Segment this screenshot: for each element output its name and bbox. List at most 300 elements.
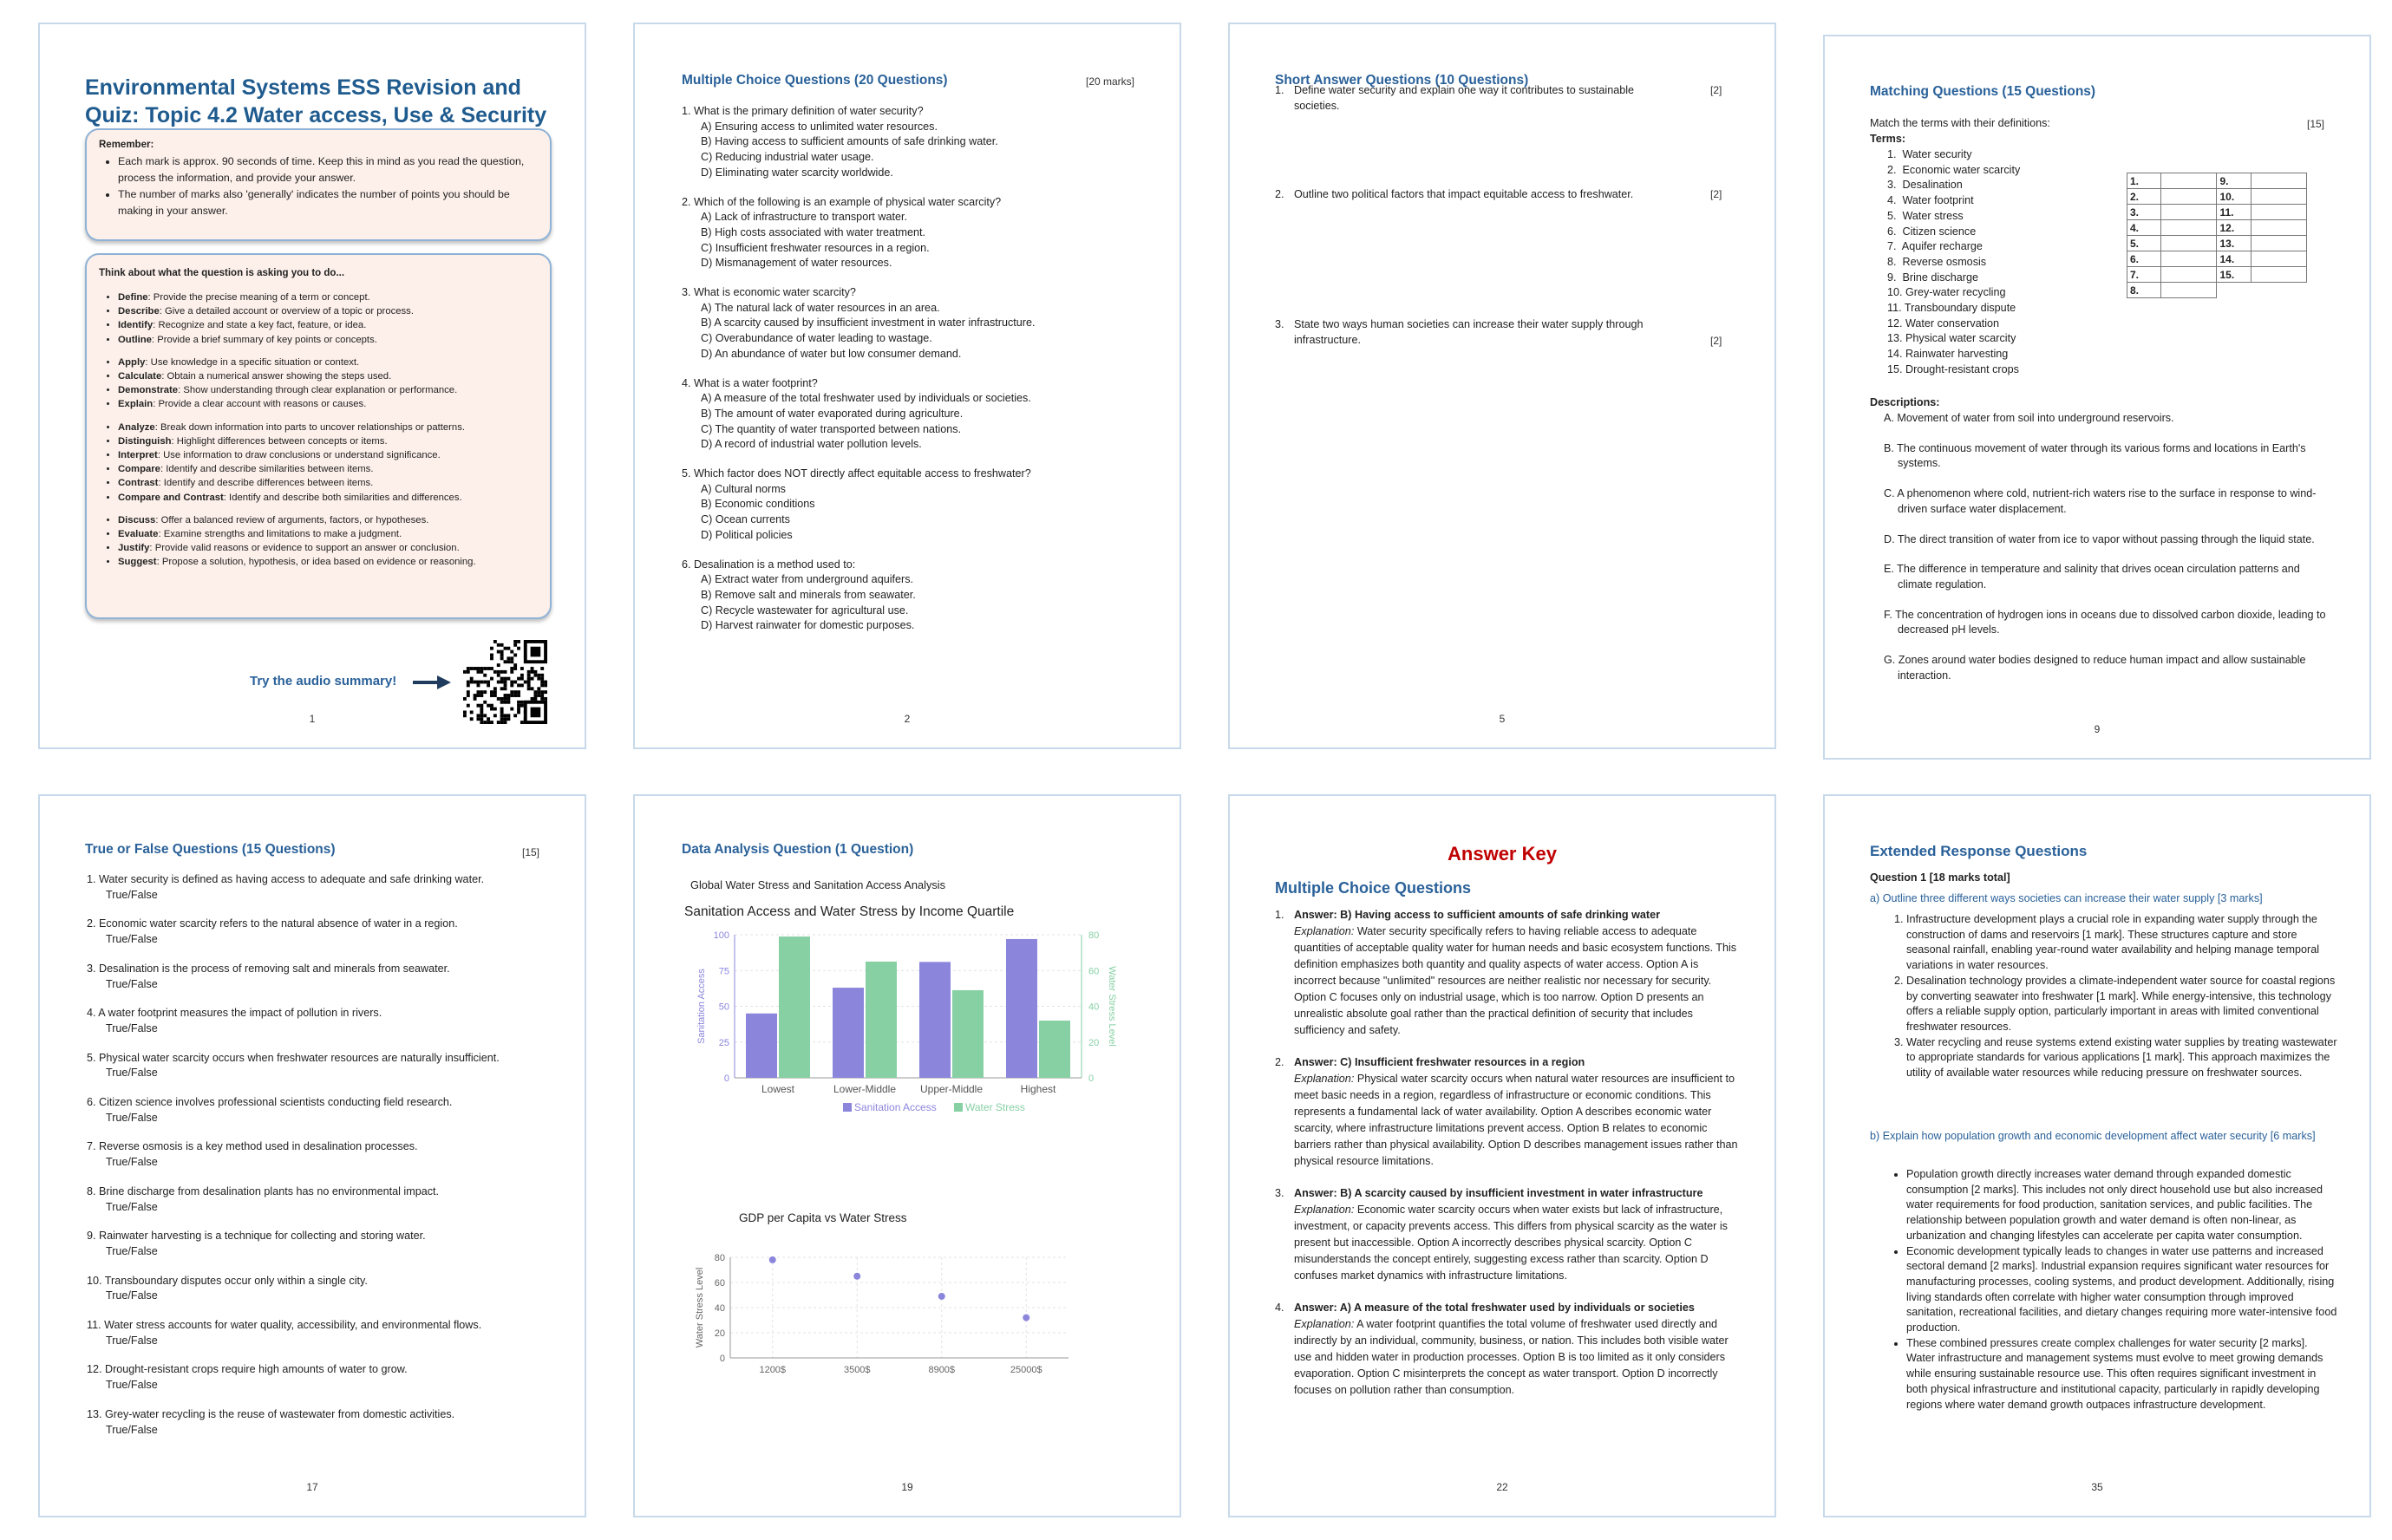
answer-option[interactable]: C) Overabundance of water leading to wastage. xyxy=(701,332,932,345)
command-term-description: : Recognize and state a key fact, feature, or idea. xyxy=(153,320,367,331)
answer-point: • These combined pressures create complex challenges for water security [2 marks]. Water infrastructure and management systems must evolve to meet growing demands while ensuring sustainable resource use. This often requires significant investment in both physical infrastructure and institutional capacity, particularly in rapidly developing regions where water demand growth outpaces infrastructure development. xyxy=(1906,1336,2338,1413)
remember-list xyxy=(99,153,538,219)
true-false-question xyxy=(87,917,572,947)
command-term-description: : Obtain a numerical answer showing the steps used. xyxy=(161,371,392,382)
answer-option[interactable]: C) Ocean currents xyxy=(701,513,790,526)
part-b-heading: b) Explain how population growth and economic development affect water security [6 marks] xyxy=(1870,1130,2316,1142)
true-false-option[interactable]: True/False xyxy=(106,1067,158,1080)
command-term-group xyxy=(99,290,538,347)
command-term: Contrast xyxy=(118,478,159,489)
chart-title: GDP per Capita vs Water Stress xyxy=(739,1211,907,1224)
command-term-description: : Highlight differences between concepts or items. xyxy=(171,435,388,447)
true-false-question xyxy=(87,962,572,992)
y-axis-label: Water Stress Level xyxy=(695,1267,705,1348)
matching-answer-grid[interactable] xyxy=(2127,173,2307,298)
description-item: G. Zones around water bodies designed to reduce human impact and allow sustainable interaction. xyxy=(1884,654,2306,682)
grid-answer-cell[interactable] xyxy=(2251,251,2306,267)
command-term-description: : Identify and describe similarities between items. xyxy=(160,464,374,475)
answer-option[interactable]: D) A record of industrial water pollution levels. xyxy=(701,438,922,451)
explanation-label: Explanation: xyxy=(1294,1073,1355,1085)
answer-option[interactable]: D) Mismanagement of water resources. xyxy=(701,257,892,270)
marks-label: [15] xyxy=(522,846,540,858)
description-item: B. The continuous movement of water through its various forms and locations in Earth's systems. xyxy=(1884,441,2306,470)
true-false-list xyxy=(87,872,572,1452)
true-false-option[interactable]: True/False xyxy=(106,977,158,990)
question-text: State two ways human societies can increase their water supply through infrastructure. xyxy=(1294,318,1644,346)
descriptions-list xyxy=(1875,411,2326,698)
command-term-item xyxy=(118,290,538,304)
command-term: Interpret xyxy=(118,450,158,461)
true-false-question xyxy=(87,1006,572,1036)
grid-label: 13. xyxy=(2217,236,2251,251)
grid-answer-cell[interactable] xyxy=(2161,267,2217,283)
grid-answer-cell[interactable] xyxy=(2161,173,2217,189)
command-term-description: : Give a detailed account or overview of a topic or process. xyxy=(159,306,414,317)
audio-summary-link[interactable]: Try the audio summary! xyxy=(250,674,397,688)
question-text: 5. Physical water scarcity occurs when freshwater resources are naturally insufficient. xyxy=(87,1051,500,1064)
page-number: 19 xyxy=(901,1481,913,1493)
command-term-description: : Provide valid reasons or evidence to support an answer or conclusion. xyxy=(149,543,460,554)
answer-key-subtitle: Multiple Choice Questions xyxy=(1275,879,1472,897)
y-tick-label: 80 xyxy=(714,1253,725,1263)
bar-water-stress xyxy=(952,990,984,1078)
question-text: Outline two political factors that impact equitable access to freshwater. xyxy=(1294,188,1634,200)
scatter-point xyxy=(769,1256,776,1263)
answer-option[interactable]: A) Lack of infrastructure to transport water. xyxy=(701,211,907,224)
command-term-description: : Examine strengths and limitations to make a judgment. xyxy=(158,529,402,540)
answer-option[interactable]: D) An abundance of water but low consumer demand. xyxy=(701,347,962,360)
y-axis-label: Sanitation Access xyxy=(696,969,707,1044)
scatter-point xyxy=(853,1273,860,1280)
grid-label: 3. xyxy=(2127,205,2161,220)
answer-number: 1. xyxy=(1275,909,1284,921)
command-term-item xyxy=(118,476,538,490)
page-19 xyxy=(633,794,1181,1517)
true-false-question xyxy=(87,1139,572,1170)
command-term: Demonstrate xyxy=(118,385,179,396)
true-false-option[interactable]: True/False xyxy=(106,1334,158,1347)
command-terms-box xyxy=(85,253,552,619)
mcq-list xyxy=(682,104,1150,648)
command-term-item xyxy=(118,318,538,332)
explanation-text: A water footprint quantifies the total volume of freshwater used directly and indirectly by an individual, community, business, or nation. This includes both visible water use and hidden water in production processes. Option B is too limited as it only considers evaporation. Option C misinterprets the concept as water transport. Option D incorrectly focuses on pollution rather than consumption. xyxy=(1294,1318,1729,1396)
x-tick-label: 1200$ xyxy=(759,1365,787,1375)
y-tick-label: 50 xyxy=(718,1002,729,1013)
explanation-label: Explanation: xyxy=(1294,925,1355,937)
answer-option[interactable]: C) Insufficient freshwater resources in a region. xyxy=(701,241,930,254)
grid-label: 2. xyxy=(2127,189,2161,205)
grid-answer-cell[interactable] xyxy=(2251,189,2306,205)
command-term: Describe xyxy=(118,306,160,317)
grid-label: 14. xyxy=(2217,251,2251,267)
answer-option[interactable]: D) Harvest rainwater for domestic purposes. xyxy=(701,619,915,632)
true-false-option[interactable]: True/False xyxy=(106,1021,158,1034)
section-heading: Multiple Choice Questions (20 Questions) xyxy=(682,73,948,88)
x-tick-label: Lowest xyxy=(761,1083,795,1095)
grid-answer-cell[interactable] xyxy=(2251,205,2306,220)
explanation-text: Economic water scarcity occurs when water exists but lack of infrastructure, investment, or capacity prevents access. This differs from physical scarcity as the water is present but inaccessible. Option A incorrectly describes physical scarcity. Option C misunderstands the concept entirely, suggesting excess rather than scarcity. Option D confuses market dynamics with infrastructure limitations. xyxy=(1294,1204,1728,1282)
command-term: Compare and Contrast xyxy=(118,492,224,503)
y-tick-label: 60 xyxy=(714,1278,725,1289)
grid-label xyxy=(2217,283,2251,298)
legend-swatch xyxy=(843,1103,852,1112)
bar-sanitation-access xyxy=(833,988,864,1078)
command-term-description: : Provide a clear account with reasons or causes. xyxy=(153,399,367,410)
mcq-question xyxy=(682,558,1150,635)
command-term: Apply xyxy=(118,356,146,368)
bar-sanitation-access xyxy=(919,962,951,1078)
description-item: C. A phenomenon where cold, nutrient-rich waters rise to the surface in response to wind-driven surface water displacement. xyxy=(1884,487,2317,515)
answer-point: • Population growth directly increases water demand through expanded domestic consumption [2 marks]. This includes not only direct household use but also increased water requirements for food production, sanitation services, and public facilities. The relationship between population growth and water demand is often non-linear, as urbanization and changing lifestyles can accelerate per capita water consumption. xyxy=(1906,1167,2338,1244)
y-tick-label: 0 xyxy=(723,1073,729,1084)
true-false-option[interactable]: True/False xyxy=(106,1423,158,1436)
mcq-question xyxy=(682,467,1150,544)
question-text: 13. Grey-water recycling is the reuse of wastewater from domestic activities. xyxy=(87,1407,455,1420)
correct-answer: Answer: B) Having access to sufficient amounts of safe drinking water xyxy=(1294,909,1660,921)
grid-answer-cell[interactable] xyxy=(2161,283,2217,298)
answer-option[interactable]: A) Extract water from underground aquifers. xyxy=(701,573,913,586)
grid-answer-cell[interactable] xyxy=(2251,267,2306,283)
bar-sanitation-access xyxy=(746,1014,777,1078)
y2-tick-label: 0 xyxy=(1088,1073,1095,1084)
command-term-item xyxy=(118,513,538,527)
mcq-question xyxy=(682,285,1150,362)
command-term-group xyxy=(99,513,538,570)
answer-option[interactable]: D) Political policies xyxy=(701,528,793,541)
page-22 xyxy=(1228,794,1776,1517)
x-tick-label: Upper-Middle xyxy=(919,1083,984,1095)
page-5 xyxy=(1228,23,1776,749)
command-term: Suggest xyxy=(118,557,157,568)
command-term-item xyxy=(118,491,538,505)
answer-option[interactable]: C) Recycle wastewater for agricultural use. xyxy=(701,604,909,617)
x-tick-label: 25000$ xyxy=(1010,1365,1042,1375)
y2-tick-label: 20 xyxy=(1088,1037,1100,1048)
answer-item xyxy=(1275,907,1743,1039)
command-term-group xyxy=(99,421,538,505)
question-text: 11. Water stress accounts for water quality, accessibility, and environmental flows. xyxy=(87,1319,482,1332)
page-number: 35 xyxy=(2091,1481,2103,1493)
command-term-item xyxy=(118,304,538,318)
part-a-heading: a) Outline three different ways societies can increase their water supply [3 marks] xyxy=(1870,892,2263,904)
page-35 xyxy=(1823,794,2371,1517)
command-term: Identify xyxy=(118,320,154,331)
question-number: 3. xyxy=(1275,318,1284,330)
grid-label: 9. xyxy=(2217,173,2251,189)
chart-title: Sanitation Access and Water Stress by Income Quartile xyxy=(684,904,1015,919)
page-number: 9 xyxy=(2094,723,2101,735)
description-item: E. The difference in temperature and salinity that drives ocean circulation patterns and climate regulation. xyxy=(1884,563,2300,591)
explanation-label: Explanation: xyxy=(1294,1204,1355,1216)
y-tick-label: 0 xyxy=(719,1354,725,1364)
grid-answer-cell[interactable] xyxy=(2161,189,2217,205)
legend-label: Water Stress xyxy=(965,1101,1025,1113)
scatter-point xyxy=(938,1293,945,1300)
page-number: 17 xyxy=(306,1481,318,1493)
marks-label: [15] xyxy=(2307,118,2325,130)
answer-item xyxy=(1275,1054,1743,1170)
bar-water-stress xyxy=(866,962,897,1078)
answer-item xyxy=(1275,1185,1743,1284)
answer-number: 2. xyxy=(1275,1056,1284,1068)
command-term-description: : Show understanding through clear explanation or performance. xyxy=(178,385,458,396)
answer-key-title: Answer Key xyxy=(1448,843,1557,865)
descriptions-heading: Descriptions: xyxy=(1870,396,1940,408)
command-term: Define xyxy=(118,292,148,303)
y2-tick-label: 80 xyxy=(1088,930,1100,941)
bar-water-stress xyxy=(1039,1021,1070,1078)
command-term: Explain xyxy=(118,399,154,410)
answer-option[interactable]: B) Having access to sufficient amounts of safe drinking water. xyxy=(701,135,998,148)
page-number: 2 xyxy=(904,713,911,725)
question-text: 8. Brine discharge from desalination plants has no environmental impact. xyxy=(87,1184,440,1197)
command-term: Analyze xyxy=(118,421,155,433)
command-term-description: : Offer a balanced review of arguments, factors, or hypotheses. xyxy=(155,514,429,525)
command-term-description: : Use information to draw conclusions or understand significance. xyxy=(157,450,441,461)
y2-tick-label: 60 xyxy=(1088,966,1100,977)
y-tick-label: 25 xyxy=(718,1037,729,1048)
bar-sanitation-access xyxy=(1006,939,1037,1078)
grid-label: 12. xyxy=(2217,220,2251,236)
true-false-question xyxy=(87,872,572,903)
explanation-label: Explanation: xyxy=(1294,1318,1355,1330)
question-text: 12. Drought-resistant crops require high amounts of water to grow. xyxy=(87,1363,408,1376)
answer-option[interactable]: B) High costs associated with water treatment. xyxy=(701,225,925,238)
question-text: 10. Transboundary disputes occur only within a single city. xyxy=(87,1274,368,1287)
mcq-question xyxy=(682,376,1150,454)
scatter-point xyxy=(1023,1315,1029,1321)
section-heading: Short Answer Questions (10 Questions) xyxy=(1275,73,1529,88)
section-heading: True or False Questions (15 Questions) xyxy=(85,842,336,857)
y2-axis-label: Water Stress Level xyxy=(1107,966,1117,1047)
command-term-item xyxy=(118,397,538,411)
command-term-item xyxy=(118,383,538,397)
y-tick-label: 20 xyxy=(714,1328,725,1339)
x-tick-label: 3500$ xyxy=(843,1365,871,1375)
page-9 xyxy=(1823,35,2371,760)
mcq-question xyxy=(682,104,1150,181)
part-a-answers xyxy=(1870,912,2338,1081)
true-false-option[interactable]: True/False xyxy=(106,1289,158,1302)
true-false-option[interactable]: True/False xyxy=(106,1200,158,1213)
explanation-text: Physical water scarcity occurs when natural water resources are insufficient to meet basic needs in a region, regardless of infrastructure or economic conditions. This represents a fundamental lack of water availability. Option A describes economic water scarcity, where infrastructure limitations prevent access. Option B relates to economic barriers rather than physical availability. Option D describes management issues rather than physical resource limitations. xyxy=(1294,1073,1738,1167)
page-number: 5 xyxy=(1499,713,1506,725)
command-term: Justify xyxy=(118,543,150,554)
command-term-description: : Provide a brief summary of key points or concepts. xyxy=(151,334,377,345)
grid-answer-cell[interactable] xyxy=(2251,220,2306,236)
page-17 xyxy=(38,794,586,1517)
true-false-option[interactable]: True/False xyxy=(106,1379,158,1392)
command-term-item xyxy=(118,333,538,347)
question-number: 1. xyxy=(1275,84,1284,96)
part-b-answers xyxy=(1870,1167,2338,1413)
true-false-option[interactable]: True/False xyxy=(106,933,158,946)
grid-label: 5. xyxy=(2127,236,2161,251)
legend-label: Sanitation Access xyxy=(854,1101,937,1113)
question-number: 2. xyxy=(1275,188,1284,200)
command-term-item xyxy=(118,448,538,462)
x-tick-label: Highest xyxy=(1020,1083,1056,1095)
answer-option[interactable]: B) Remove salt and minerals from seawater. xyxy=(701,588,916,601)
command-term-description: : Use knowledge in a specific situation or context. xyxy=(145,356,360,368)
y-tick-label: 40 xyxy=(714,1303,725,1314)
instruction: Match the terms with their definitions: xyxy=(1870,117,2050,129)
section-heading: Data Analysis Question (1 Question) xyxy=(682,842,914,857)
page-title: Environmental Systems ESS Revision and Quiz: Topic 4.2 Water access, Use & Security xyxy=(85,75,547,127)
question-title: Question 1 [18 marks total] xyxy=(1870,871,2010,884)
answer-option[interactable]: C) The quantity of water transported between nations. xyxy=(701,422,962,435)
marks-label: [2] xyxy=(1710,188,1722,200)
grid-label: 1. xyxy=(2127,173,2161,189)
command-term-item xyxy=(118,462,538,476)
command-term: Evaluate xyxy=(118,529,159,540)
answer-option[interactable]: A) A measure of the total freshwater used by individuals or societies. xyxy=(701,392,1031,405)
command-term-description: : Propose a solution, hypothesis, or idea based on evidence or reasoning. xyxy=(156,557,476,568)
command-term-item xyxy=(118,527,538,541)
grid-label: 4. xyxy=(2127,220,2161,236)
bar-chart xyxy=(670,900,1164,1126)
question-text: 4. A water footprint measures the impact of pollution in rivers. xyxy=(87,1007,382,1020)
answer-option[interactable]: D) Eliminating water scarcity worldwide. xyxy=(701,166,893,179)
true-false-question xyxy=(87,1407,572,1438)
answer-option[interactable]: A) The natural lack of water resources in an area. xyxy=(701,301,940,314)
answer-point: 3. Water recycling and reuse systems extend existing water supplies by treating wastewater to appropriate standards for various applications [1 mark]. This approach maximizes the utility of available water resources while reducing pressure on freshwater sources. xyxy=(1906,1035,2338,1081)
grid-label: 11. xyxy=(2217,205,2251,220)
command-term-description: : Identify and describe both similarities and differences. xyxy=(223,492,462,503)
question-text: 2. Which of the following is an example of physical water scarcity? xyxy=(682,195,1002,208)
grid-answer-cell[interactable] xyxy=(2161,236,2217,251)
answer-option[interactable]: A) Ensuring access to unlimited water resources. xyxy=(701,120,938,133)
true-false-option[interactable]: True/False xyxy=(106,1244,158,1257)
y-tick-label: 100 xyxy=(713,930,729,941)
legend-swatch xyxy=(954,1103,963,1112)
command-term-item xyxy=(118,434,538,448)
question-text: 1. What is the primary definition of water security? xyxy=(682,105,924,117)
marks-label: [20 marks] xyxy=(1086,75,1135,88)
grid-label: 10. xyxy=(2217,189,2251,205)
grid-label: 8. xyxy=(2127,283,2161,298)
command-term: Calculate xyxy=(118,371,162,382)
grid-answer-cell[interactable] xyxy=(2161,251,2217,267)
x-tick-label: 8900$ xyxy=(928,1365,956,1375)
true-false-question xyxy=(87,1362,572,1393)
question-text: 5. Which factor does NOT directly affect equitable access to freshwater? xyxy=(682,467,1031,480)
data-analysis-subheading: Global Water Stress and Sanitation Access Analysis xyxy=(690,878,945,891)
question-text: Define water security and explain one way it contributes to sustainable societies. xyxy=(1294,84,1635,112)
page-number: 1 xyxy=(309,713,316,725)
answer-point: 2. Desalination technology provides a climate-independent water source for coastal regions by converting seawater into freshwater [1 mark]. While energy-intensive, this technology offers a reliable supply option, particularly important in areas with limited conventional freshwater resources. xyxy=(1906,974,2338,1035)
description-item: A. Movement of water from soil into underground reservoirs. xyxy=(1884,412,2174,424)
true-false-option[interactable]: True/False xyxy=(106,1111,158,1124)
true-false-question xyxy=(87,1184,572,1215)
grid-label: 7. xyxy=(2127,267,2161,283)
command-term-item xyxy=(118,356,538,369)
qr-code-icon[interactable] xyxy=(463,640,547,724)
answer-option[interactable]: B) A scarcity caused by insufficient investment in water infrastructure. xyxy=(701,316,1036,330)
x-tick-label: Lower-Middle xyxy=(833,1083,897,1095)
question-text: 2. Economic water scarcity refers to the natural absence of water in a region. xyxy=(87,917,458,930)
true-false-question xyxy=(87,1229,572,1259)
think-heading: Think about what the question is asking you to do... xyxy=(99,268,345,278)
answer-option[interactable]: C) Reducing industrial water usage. xyxy=(701,151,874,164)
answer-list xyxy=(1275,907,1743,1414)
terms-heading: Terms: xyxy=(1870,133,1906,145)
page-number: 22 xyxy=(1496,1481,1508,1493)
grid-label: 6. xyxy=(2127,251,2161,267)
explanation-text: Water security specifically refers to having reliable access to adequate quantities of acceptable quality water for human needs and basic ecosystem functions. This definition emphasizes both quantity and quality aspects of water access. Option A is incorrect because "unlimited" resources are neither realistic nor necessary for security. Option C focuses only on industrial usage, which is too narrow. Option D presents an unrealistic absolute goal rather than the practical definition of security that includes sufficiency and safety. xyxy=(1294,925,1737,1036)
command-term: Compare xyxy=(118,464,160,475)
section-heading: Matching Questions (15 Questions) xyxy=(1870,84,2096,99)
answer-item xyxy=(1275,1300,1743,1399)
true-false-option[interactable]: True/False xyxy=(106,888,158,901)
page-2 xyxy=(633,23,1181,749)
command-terms-list xyxy=(99,290,538,570)
answer-point: 1. Infrastructure development plays a crucial role in expanding water supply through the construction of dams and reservoirs [1 mark]. These structures capture and store seasonal rainfall, enabling year-round water availability and helping manage temporal variations in water resources. xyxy=(1906,912,2338,974)
correct-answer: Answer: B) A scarcity caused by insufficient investment in water infrastructure xyxy=(1294,1187,1703,1199)
answer-point: • Economic development typically leads to changes in water use patterns and increased sectoral demand [2 marks]. Industrial expansion requires significant water resources for manufacturing processes, cooling systems, and product development. Additionally, rising living standards often correlate with higher water consumption through improved sanitation, recreational facilities, and dietary changes requiring more water-intensive food production. xyxy=(1906,1244,2338,1336)
command-term-item xyxy=(118,555,538,569)
command-term-description: : Provide the precise meaning of a term or concept. xyxy=(147,292,370,303)
description-item: D. The direct transition of water from ice to vapor without passing through the liquid state. xyxy=(1884,532,2315,545)
command-term: Outline xyxy=(118,334,152,345)
remember-box xyxy=(85,128,552,241)
true-false-option[interactable]: True/False xyxy=(106,1156,158,1169)
mcq-question xyxy=(682,195,1150,272)
command-term-item xyxy=(118,369,538,383)
bar-water-stress xyxy=(779,936,810,1078)
question-text: 6. Citizen science involves professional scientists conducting field research. xyxy=(87,1096,453,1109)
question-text: 3. What is economic water scarcity? xyxy=(682,286,856,299)
question-text: 4. What is a water footprint? xyxy=(682,376,818,389)
y2-tick-label: 40 xyxy=(1088,1002,1100,1013)
grid-answer-cell[interactable] xyxy=(2251,283,2306,298)
answer-option[interactable]: B) The amount of water evaporated during agriculture. xyxy=(701,407,964,420)
true-false-question xyxy=(87,1318,572,1348)
answer-option[interactable]: B) Economic conditions xyxy=(701,498,815,511)
question-text: 1. Water security is defined as having access to adequate and safe drinking water. xyxy=(87,873,485,885)
remember-item: • The number of marks also 'generally' indicates the number of points you should be making in your answer. xyxy=(118,186,538,219)
grid-label: 15. xyxy=(2217,267,2251,283)
command-term-group xyxy=(99,356,538,412)
grid-answer-cell[interactable] xyxy=(2161,205,2217,220)
question-text: 9. Rainwater harvesting is a technique for collecting and storing water. xyxy=(87,1230,426,1243)
description-item: F. The concentration of hydrogen ions in oceans due to dissolved carbon dioxide, leading to decreased pH levels. xyxy=(1884,608,2326,636)
correct-answer: Answer: C) Insufficient freshwater resources in a region xyxy=(1294,1056,1585,1068)
answer-number: 3. xyxy=(1275,1187,1284,1199)
grid-answer-cell[interactable] xyxy=(2251,236,2306,251)
command-term: Discuss xyxy=(118,514,156,525)
remember-item: • Each mark is approx. 90 seconds of time. Keep this in mind as you read the question, process the information, and provide your answer. xyxy=(118,153,538,186)
command-term-item xyxy=(118,421,538,434)
command-term-item xyxy=(118,541,538,555)
page-1 xyxy=(38,23,586,749)
marks-label: [2] xyxy=(1710,335,1722,347)
question-text: 6. Desalination is a method used to: xyxy=(682,558,856,571)
true-false-question xyxy=(87,1274,572,1304)
command-term: Distinguish xyxy=(118,435,172,447)
remember-heading: Remember: xyxy=(99,140,154,150)
grid-answer-cell[interactable] xyxy=(2161,220,2217,236)
scatter-chart xyxy=(687,1210,1147,1384)
true-false-question xyxy=(87,1051,572,1081)
answer-option[interactable]: A) Cultural norms xyxy=(701,482,786,495)
grid-answer-cell[interactable] xyxy=(2251,173,2306,189)
true-false-question xyxy=(87,1095,572,1126)
question-text: 3. Desalination is the process of removing salt and minerals from seawater. xyxy=(87,962,450,975)
section-heading: Extended Response Questions xyxy=(1870,843,2088,859)
arrow-right-icon xyxy=(413,675,451,689)
command-term-description: : Identify and describe differences between items. xyxy=(158,478,374,489)
